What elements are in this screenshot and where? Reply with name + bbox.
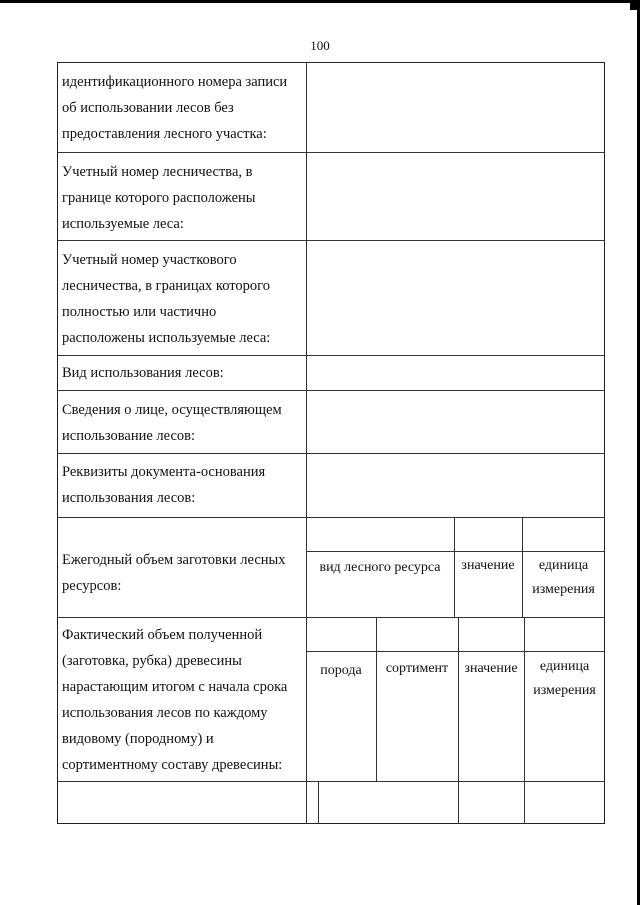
- row-label-actual-volume: Фактический объем полученной (заготовка, рубка) древесины нарастающим итогом с начала срока использования лесов по каждому видовому (породному) и сортиментному составу древесины:: [62, 627, 288, 773]
- actual-col-divider: [524, 617, 525, 824]
- harvest-subheader-line: [306, 551, 605, 552]
- row-label-forestry-number: Учетный номер лесничества, в границе которого расположены используемые леса:: [62, 164, 256, 232]
- row-separator: [57, 781, 605, 782]
- row-label-forest-use-type: Вид использования лесов:: [62, 365, 224, 381]
- actual-col-divider: [318, 781, 319, 824]
- row-label-record-id: идентификационного номера записи об использовании лесов без предоставления лесного участка:: [62, 74, 288, 142]
- actual-col-value: значение: [464, 661, 518, 676]
- row-label-basis-document: Реквизиты документа-основания использования лесов:: [62, 464, 266, 506]
- actual-col-divider: [376, 617, 377, 781]
- scan-edge-top: [0, 0, 640, 3]
- actual-subheader-line: [306, 651, 605, 652]
- actual-col-divider: [458, 617, 459, 824]
- row-separator: [57, 617, 605, 618]
- row-label-district-forestry-number: Учетный номер участкового лесничества, в границах которого полностью или частично расположены используемые леса:: [62, 252, 271, 346]
- row-label-annual-harvest: Ежегодный объем заготовки лесных ресурсов:: [62, 552, 286, 594]
- page-number: 100: [310, 38, 330, 53]
- harvest-col-resource-type: вид лесного ресурса: [319, 560, 441, 575]
- actual-col-species: порода: [320, 663, 362, 678]
- row-separator: [57, 390, 605, 391]
- actual-col-assortment: сортимент: [385, 661, 449, 676]
- row-separator: [57, 240, 605, 241]
- row-separator: [57, 355, 605, 356]
- harvest-col-value: значение: [461, 558, 515, 573]
- row-label-user-info: Сведения о лице, осуществляющем использование лесов:: [62, 402, 282, 444]
- scan-corner: [630, 0, 640, 10]
- row-separator: [57, 453, 605, 454]
- harvest-col-unit: единица измерения: [532, 558, 595, 597]
- actual-col-unit: единица измерения: [533, 659, 596, 698]
- row-separator: [57, 152, 605, 153]
- column-divider: [306, 62, 307, 824]
